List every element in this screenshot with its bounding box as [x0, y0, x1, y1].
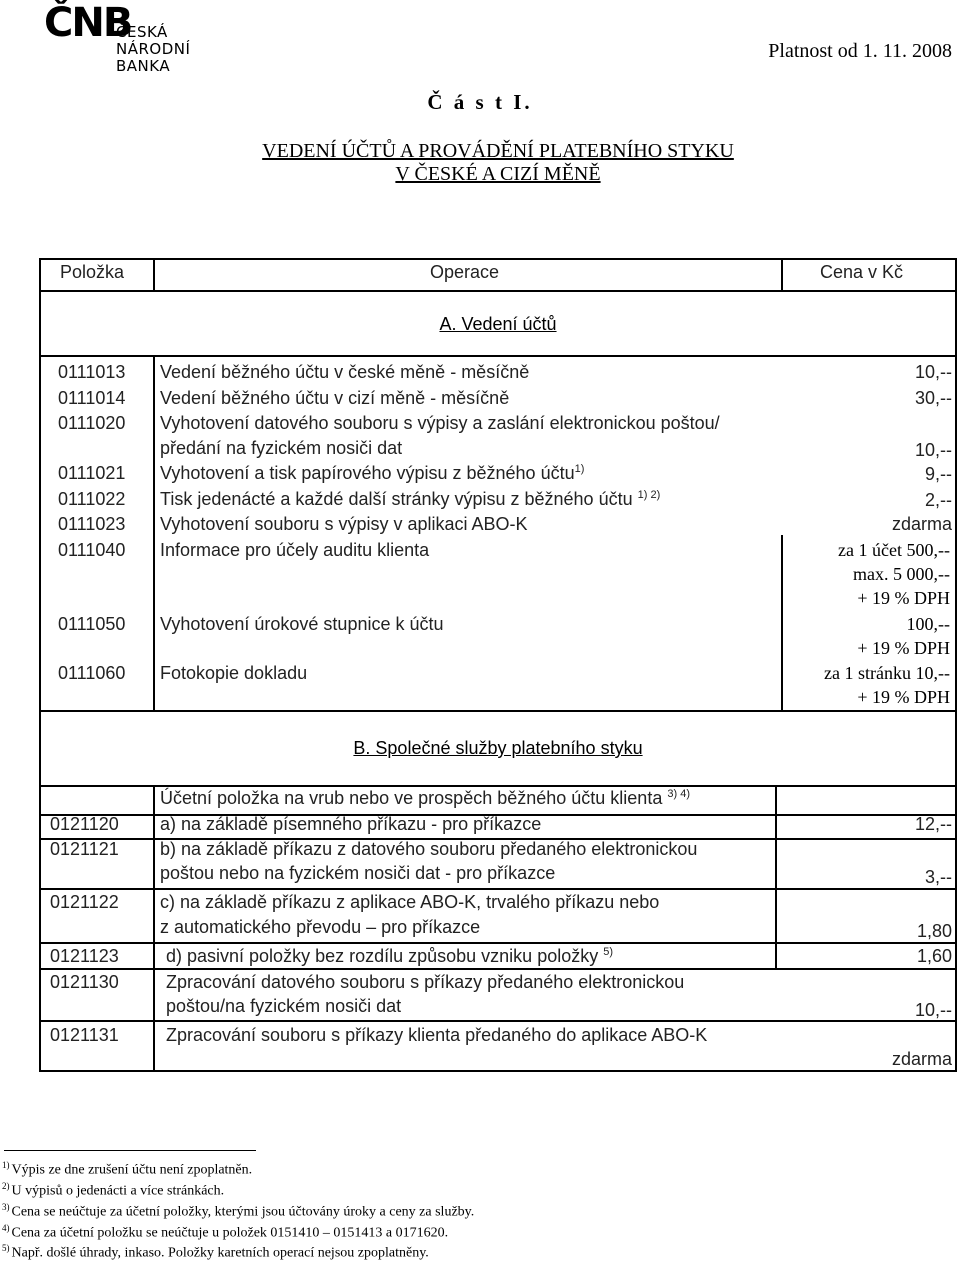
row-price: 10,-- [914, 440, 952, 460]
row-price: 9,-- [925, 464, 952, 484]
footnote-text: Cena za účetní položku se neúčtuje u položek 0151410 – 0151413 a 0171620. [11, 1225, 449, 1241]
row-price: za 1 stránku 10,-- [824, 663, 950, 683]
row-rule [41, 888, 955, 890]
section-b-title: B. Společné služby platebního styku [353, 738, 643, 758]
footnote-text: Cena se neúčtuje za účetní položky, kterými jsou účtovány úroky a ceny za služby. [11, 1204, 475, 1220]
footnote-ref: 1) 2) [637, 489, 661, 501]
row-rule [41, 968, 955, 970]
col-header-item: Položka [60, 262, 125, 282]
footnote-4 [2, 1223, 448, 1242]
footnote-ref: 3) 4) [667, 788, 690, 800]
part-heading: Č á s t I. [427, 90, 533, 114]
row-price: 1,60 [916, 946, 952, 966]
footnote-text: U výpisů o jedenácti a více stránkách. [11, 1183, 225, 1199]
row-price: 30,-- [914, 388, 952, 408]
row-operation: Zpracování datového souboru s příkazy předaného elektronickou [166, 972, 685, 992]
footnote-ref: 1) [574, 463, 585, 475]
footnote-5 [2, 1243, 429, 1262]
row-price: 3,-- [925, 867, 952, 887]
validity-date: Platnost od 1. 11. 2008 [768, 40, 952, 62]
logo-line-1: ČESKÁ [116, 23, 168, 41]
col-rule [775, 785, 777, 968]
row-operation: Zpracování souboru s příkazy klienta předaného do aplikace ABO-K [166, 1025, 708, 1045]
col-rule [781, 260, 783, 290]
row-price-line-2: + 19 % DPH [857, 638, 950, 658]
row-code: 0121121 [50, 839, 119, 859]
row-operation-line-2: z automatického převodu – pro příkazce [160, 917, 481, 937]
row-operation-line-2: poštou nebo na fyzickém nosiči dat - pro příkazce [160, 863, 556, 883]
row-operation-text: Vyhotovení a tisk papírového výpisu z běžného účtu [160, 463, 575, 483]
col-rule [153, 785, 155, 1072]
row-code: 0121120 [50, 814, 119, 834]
row-price: 12,-- [914, 814, 952, 834]
footnote-text: Např. došlé úhrady, inkaso. Položky karetních operací nejsou zpoplatněny. [11, 1245, 429, 1261]
section-b-title-rule [41, 785, 955, 787]
footnote-mark: 2) [2, 1181, 10, 1191]
logo-mark: ČNB [44, 0, 132, 46]
section-b-subheading [160, 788, 690, 809]
footnote-mark: 1) [2, 1160, 10, 1170]
col-header-price: Cena v Kč [820, 262, 904, 282]
row-code: 0111050 [58, 614, 126, 634]
footnote-ref: 5) [603, 946, 614, 958]
row-operation-text: d) pasivní položky bez rozdílu způsobu vzniku položky [166, 946, 599, 966]
row-operation: b) na základě příkazu z datového souboru předaného elektronickou [160, 839, 698, 859]
row-code: 0121123 [50, 946, 119, 966]
row-price-line-3: + 19 % DPH [857, 588, 950, 608]
row-operation: Vyhotovení souboru s výpisy v aplikaci ABO-K [160, 514, 528, 534]
row-operation: Vedení běžného účtu v české měně - měsíčně [160, 362, 530, 382]
page-title-line-1: VEDENÍ ÚČTŮ A PROVÁDĚNÍ PLATEBNÍHO STYKU [262, 140, 734, 162]
row-operation: Vedení běžného účtu v cizí měně - měsíčně [160, 388, 510, 408]
header-rule [41, 290, 955, 292]
row-code: 0121122 [50, 892, 119, 912]
row-operation: c) na základě příkazu z aplikace ABO-K, trvalého příkazu nebo [160, 892, 660, 912]
footnote-mark: 3) [2, 1202, 10, 1212]
row-price: zdarma [891, 1049, 952, 1069]
row-code: 0111013 [58, 362, 126, 382]
row-operation: a) na základě písemného příkazu - pro příkazce [160, 814, 542, 834]
row-price: 1,80 [916, 921, 952, 941]
footnote-mark: 4) [2, 1223, 10, 1233]
section-a-title-rule [41, 355, 955, 357]
row-operation [160, 463, 584, 484]
row-code: 0111020 [58, 413, 126, 433]
row-code: 0121130 [50, 972, 119, 992]
row-operation [160, 489, 660, 510]
row-code: 0111060 [58, 663, 126, 683]
page-title-line-2: V ČESKÉ A CIZÍ MĚNĚ [395, 163, 601, 185]
row-price-line-2: max. 5 000,-- [853, 564, 950, 584]
footnote-2 [2, 1181, 224, 1200]
row-operation [166, 946, 613, 967]
row-price: 2,-- [925, 490, 952, 510]
logo-line-2: NÁRODNÍ BANKA [116, 40, 191, 75]
row-operation: Vyhotovení datového souboru s výpisy a zaslání elektronickou poštou/ [160, 413, 720, 433]
row-price: za 1 účet 500,-- [838, 540, 950, 560]
section-a-title: A. Vedení účtů [439, 314, 557, 334]
row-price: 10,-- [914, 1000, 952, 1020]
row-operation-line-2: předání na fyzickém nosiči dat [160, 438, 403, 458]
row-code: 0111022 [58, 489, 126, 509]
footnote-1 [2, 1160, 252, 1179]
row-price: 10,-- [914, 362, 952, 382]
col-header-operation: Operace [430, 262, 500, 282]
row-operation-line-2: poštou/na fyzickém nosiči dat [166, 996, 402, 1016]
row-code: 0111040 [58, 540, 126, 560]
row-operation: Informace pro účely auditu klienta [160, 540, 430, 560]
row-code: 0121131 [50, 1025, 119, 1045]
row-operation: Vyhotovení úrokové stupnice k účtu [160, 614, 444, 634]
cnb-logo [44, 0, 204, 75]
row-price: 100,-- [906, 614, 950, 634]
row-price-line-2: + 19 % DPH [857, 687, 950, 707]
row-operation: Fotokopie dokladu [160, 663, 308, 683]
row-operation-text: Tisk jedenácté a každé další stránky výpisu z běžného účtu [160, 489, 633, 509]
footnote-3 [2, 1202, 474, 1221]
col-rule [153, 260, 155, 290]
subheading-text: Účetní položka na vrub nebo ve prospěch běžného účtu klienta [160, 788, 663, 808]
row-code: 0111014 [58, 388, 126, 408]
footnote-text: Výpis ze dne zrušení účtu není zpoplatněn. [11, 1162, 253, 1178]
footnote-separator [4, 1150, 256, 1151]
row-code: 0111021 [58, 463, 126, 483]
footnote-mark: 5) [2, 1243, 10, 1253]
row-rule [41, 942, 955, 944]
row-price: zdarma [891, 514, 952, 534]
col-rule [153, 355, 155, 710]
row-code: 0111023 [58, 514, 126, 534]
section-a-end-rule [41, 710, 955, 712]
